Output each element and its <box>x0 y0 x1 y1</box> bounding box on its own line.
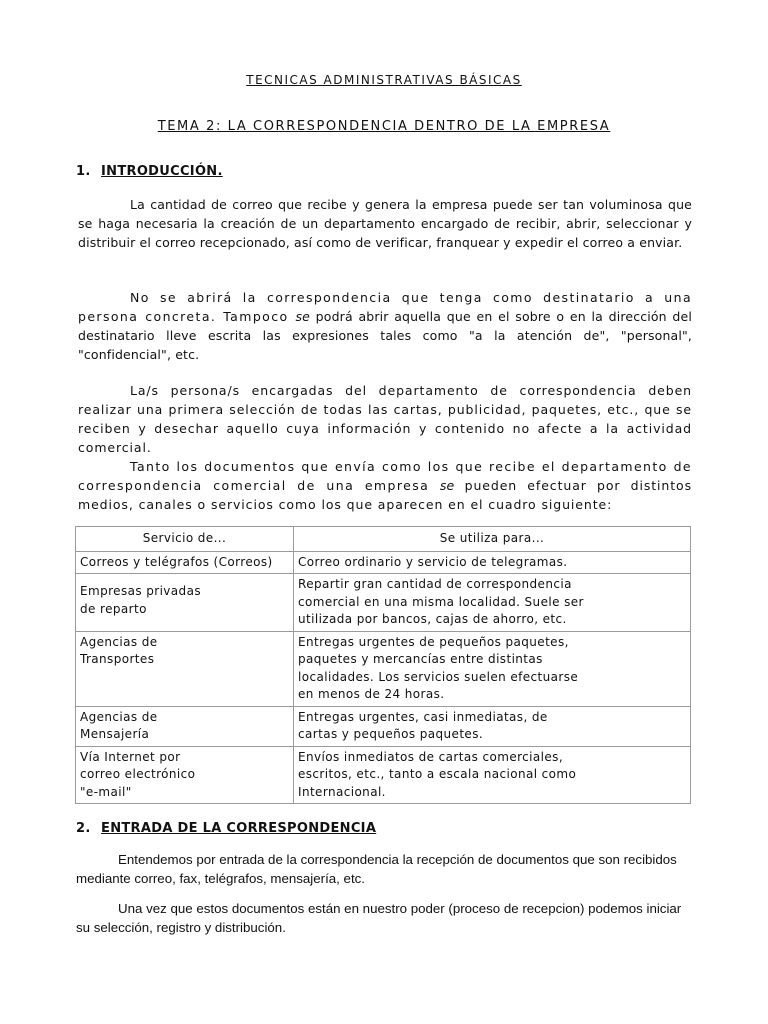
entry-paragraph-1: Entendemos por entrada de la correspondencia la recepción de documentos que son recibidos mediante correo, fax, telégrafos, mensajería, etc. <box>76 852 677 886</box>
service-cell: Correos y telégrafos (Correos) <box>80 554 273 569</box>
section-1-heading: 1. INTRODUCCIÓN. <box>76 164 223 179</box>
use-cell: Correo ordinario y servicio de telegramas. <box>298 554 568 569</box>
table-row <box>76 574 691 632</box>
service-cell: Vía Internet por correo electrónico "e-mail" <box>80 749 196 799</box>
topic-title: TEMA 2: LA CORRESPONDENCIA DENTRO DE LA EMPRESA <box>157 119 611 134</box>
table-header-use: Se utiliza para... <box>294 527 691 552</box>
use-cell: Repartir gran cantidad de correspondencia comercial en una misma localidad. Suele ser utilizada por bancos, cajas de ahorro, etc. <box>298 577 584 626</box>
service-cell: Empresas privadas de reparto <box>80 584 201 616</box>
table-row <box>76 706 691 746</box>
intro-paragraph-3: La/s persona/s encargadas del departamento de correspondencia deben realizar una primera selección de todas las cartas, publicidad, paquetes, etc., que se reciben y desechar aquello cuya información y contenido no afecte a la actividad comercial. <box>78 383 692 455</box>
intro-paragraph-1: La cantidad de correo que recibe y genera la empresa puede ser tan voluminosa que se haga necesaria la creación de un departamento encargado de recibir, abrir, seleccionar y distribuir el correo recepcionado, así como de verificar, franquear y expedir el correo a enviar. <box>78 197 692 250</box>
table-row <box>76 631 691 706</box>
services-table <box>75 526 691 804</box>
use-cell: Envíos inmediatos de cartas comerciales, escritos, etc., tanto a escala nacional como Internacional. <box>298 749 577 799</box>
table-row <box>76 746 691 804</box>
entry-paragraph-2: Una vez que estos documentos están en nuestro poder (proceso de recepcion) podemos iniciar su selección, registro y distribución. <box>76 901 682 935</box>
table-row <box>76 551 691 574</box>
use-cell: Entregas urgentes de pequeños paquetes, paquetes y mercancías entre distintas localidades. Los servicios suelen efectuarse en menos de 24 horas. <box>298 634 579 701</box>
service-cell: Agencias de Mensajería <box>80 709 158 741</box>
service-cell: Agencias de Transportes <box>80 634 158 666</box>
table-header-service: Servicio de... <box>76 527 294 552</box>
intro-paragraph-2: No se abrirá la correspondencia que tenga como destinatario a una persona concreta. Tampoco se podrá abrir aquella que en el sobre o en la dirección del destinatario lleve escrita las expresiones tales como "a la atención de", "personal", "confidencial", etc. <box>78 290 692 362</box>
table-header-row <box>76 527 691 552</box>
use-cell: Entregas urgentes, casi inmediatas, de cartas y pequeños paquetes. <box>298 709 548 741</box>
section-2-heading: 2. ENTRADA DE LA CORRESPONDENCIA <box>76 821 377 836</box>
document-title: TECNICAS ADMINISTRATIVAS BÁSICAS <box>246 73 522 87</box>
intro-paragraph-4: Tanto los documentos que envía como los que recibe el departamento de correspondencia comercial de una empresa se pueden efectuar por distintos medios, canales o servicios como los que aparecen en el cuadro siguiente: <box>78 459 692 512</box>
